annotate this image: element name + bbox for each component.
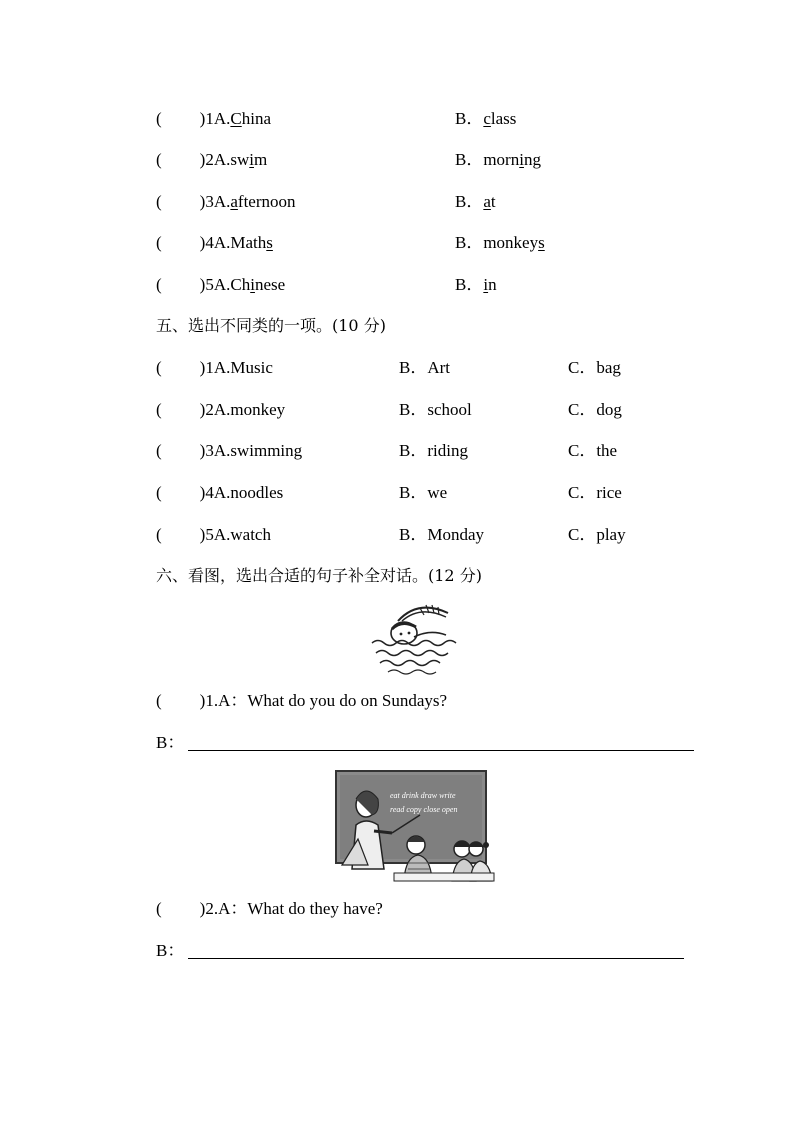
item-number: 5 (205, 275, 214, 294)
s5-item-1 (156, 358, 273, 378)
option-a-pre: A.sw (213, 150, 250, 169)
option-a: A.watch (213, 525, 271, 544)
s5-item-1-b: B．Art (399, 358, 450, 377)
section6-heading: 六、看图，选出合适的句子补全对话。(12 分) (156, 566, 482, 585)
s5-item-3 (156, 441, 302, 461)
option-b-pre: B． (455, 109, 484, 128)
s5-item-5-c: C．play (568, 525, 626, 544)
option-a-post: fternoon (237, 192, 296, 211)
option-a-pre: A. (213, 192, 231, 211)
item-number: 3 (205, 441, 214, 460)
option-a-underlined: i (250, 275, 255, 294)
option-a: A.noodles (213, 483, 284, 502)
item-number: 2 (205, 400, 214, 419)
board-words-row1: eat drink draw write (390, 791, 456, 800)
option-a-pre: A.Ch (213, 275, 251, 294)
section5-heading: 五、选出不同类的一项。(10 分) (156, 316, 386, 335)
option-b-underlined: c (483, 109, 491, 128)
paren-close: ) (199, 233, 206, 252)
option-b-pre: B． (455, 192, 484, 211)
option-b-post: ng (523, 150, 541, 169)
s4-item-1-b (455, 109, 516, 129)
paren-open: ( (156, 358, 162, 377)
paren-close: ) (199, 400, 206, 419)
s6-question-1: ( )1.A：What do you do on Sundays? (156, 691, 448, 710)
option-b-underlined: a (483, 192, 491, 211)
s5-item-2 (156, 400, 285, 420)
swimming-illustration (368, 599, 464, 677)
paren-open: ( (156, 109, 162, 128)
option-b-post: t (490, 192, 496, 211)
s5-item-5 (156, 525, 271, 545)
option-b-underlined: i (483, 275, 489, 294)
s5-item-2-b: B．school (399, 400, 472, 419)
s5-item-2-c: C．dog (568, 400, 622, 419)
option-a-post: m (254, 150, 268, 169)
option-b-underlined: s (538, 233, 545, 252)
s5-item-4-c: C．rice (568, 483, 622, 502)
s6-question-2: ( )2.A：What do they have? (156, 899, 383, 918)
item-number: 2 (205, 899, 214, 918)
s4-item-2 (156, 150, 267, 170)
s5-item-4 (156, 483, 283, 503)
item-number: 1 (205, 691, 214, 710)
question-text: A：What do you do on Sundays? (218, 691, 448, 710)
paren-open: ( (156, 899, 162, 918)
item-number: 1 (205, 358, 214, 377)
paren-open: ( (156, 150, 162, 169)
paren-close: ) (199, 192, 206, 211)
paren-open: ( (156, 233, 162, 252)
s4-item-4 (156, 233, 273, 253)
option-b-pre: B．monkey (455, 233, 539, 252)
s5-item-5-b: B．Monday (399, 525, 484, 544)
item-number: 5 (205, 525, 214, 544)
paren-open: ( (156, 192, 162, 211)
option-a: A.monkey (213, 400, 286, 419)
option-a-pre: A. (213, 109, 231, 128)
s6-answer-2-label: B： (156, 941, 185, 960)
option-a-underlined: C (230, 109, 242, 128)
option-a: A.swimming (213, 441, 303, 460)
answer-blank-1[interactable] (188, 750, 694, 751)
paren-open: ( (156, 400, 162, 419)
s4-item-4-b (455, 233, 545, 253)
option-a-post: hina (241, 109, 271, 128)
paren-open: ( (156, 483, 162, 502)
option-b-underlined: i (519, 150, 524, 169)
option-b-pre: B．morn (455, 150, 520, 169)
question-text: A：What do they have? (218, 899, 383, 918)
swimming-icon (368, 599, 464, 677)
option-a-underlined: i (249, 150, 254, 169)
option-a-post: nese (254, 275, 286, 294)
paren-open: ( (156, 691, 162, 710)
paren-open: ( (156, 525, 162, 544)
s4-item-1 (156, 109, 271, 129)
s5-item-3-c: C．the (568, 441, 618, 460)
option-b-post: lass (490, 109, 517, 128)
paren-close: ) (199, 483, 206, 502)
paren-close: ) (199, 691, 206, 710)
s4-item-5-b (455, 275, 497, 295)
paren-close: ) (199, 441, 206, 460)
classroom-icon (334, 769, 500, 883)
paren-close: ) (199, 109, 206, 128)
option-a: A.Music (213, 358, 273, 377)
s4-item-5 (156, 275, 285, 295)
answer-blank-2[interactable] (188, 958, 684, 959)
paren-open: ( (156, 275, 162, 294)
board-words-row2: read copy close open (390, 805, 458, 814)
s4-item-3 (156, 192, 296, 212)
classroom-illustration (334, 769, 500, 883)
paren-close: ) (199, 275, 206, 294)
option-b-pre: B． (455, 275, 484, 294)
paren-open: ( (156, 441, 162, 460)
s4-item-2-b (455, 150, 541, 170)
option-a-pre: A.Math (213, 233, 267, 252)
item-number: 3 (205, 192, 214, 211)
s5-item-3-b: B．riding (399, 441, 468, 460)
s4-item-3-b (455, 192, 496, 212)
item-number: 4 (205, 233, 214, 252)
item-number: 1 (205, 109, 214, 128)
paren-close: ) (199, 899, 206, 918)
s5-item-4-b: B．we (399, 483, 448, 502)
s5-item-1-c: C．bag (568, 358, 621, 377)
paren-close: ) (199, 525, 206, 544)
option-b-post: n (488, 275, 497, 294)
paren-close: ) (199, 358, 206, 377)
item-number: 2 (205, 150, 214, 169)
option-a-underlined: a (230, 192, 238, 211)
option-a-underlined: s (266, 233, 273, 252)
paren-close: ) (199, 150, 206, 169)
item-number: 4 (205, 483, 214, 502)
s6-answer-1-label: B： (156, 733, 185, 752)
